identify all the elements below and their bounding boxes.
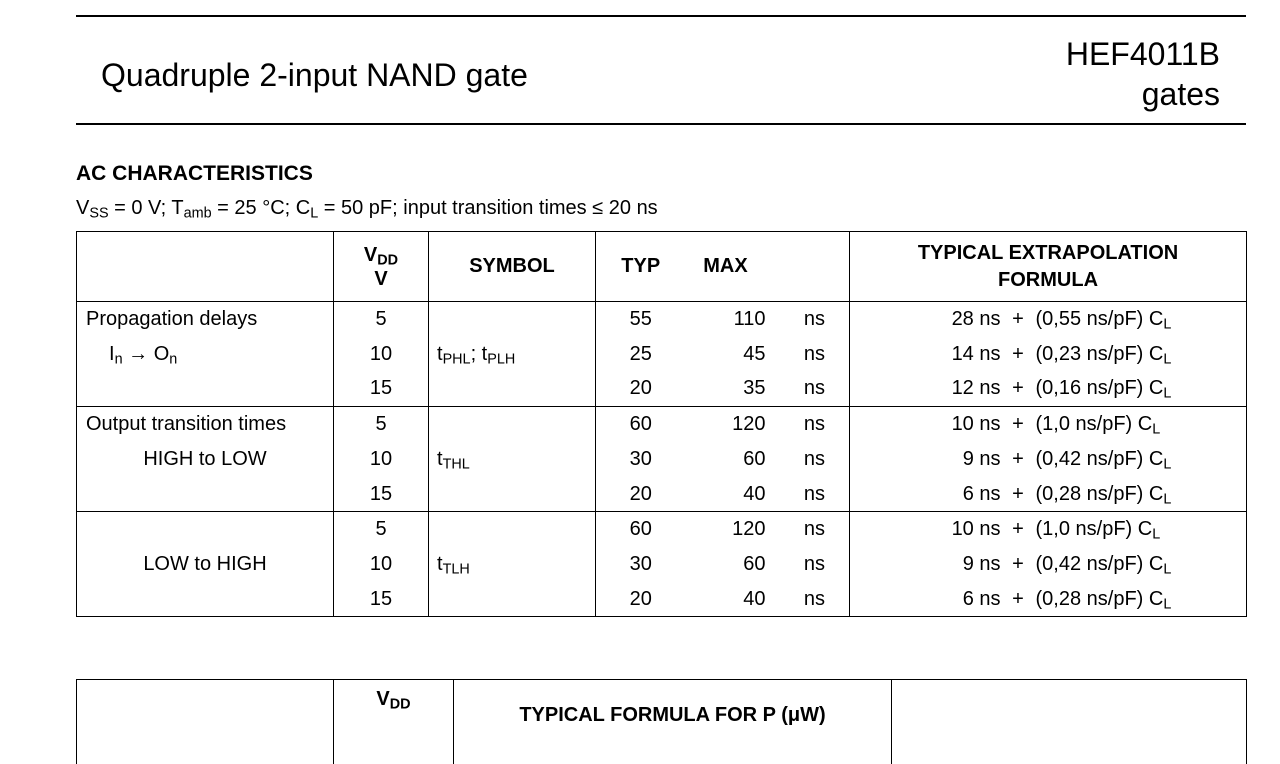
formula-spacer — [850, 442, 886, 477]
ac-characteristics-table — [76, 231, 1247, 617]
page-title: Quadruple 2-input NAND gate — [101, 56, 528, 94]
formula-coefficient: (0,42 ns/pF) $C_L$ — [1036, 442, 1247, 477]
typ-cell: 20 — [596, 582, 686, 617]
symbol-header: SYMBOL — [429, 232, 596, 302]
unit-cell: ns — [766, 477, 850, 512]
vdd-cell: 10 — [334, 442, 429, 477]
power-dissipation-table — [76, 679, 1247, 764]
max-cell: 45 — [686, 337, 766, 372]
table-row — [77, 337, 1247, 372]
typ-cell: 20 — [596, 477, 686, 512]
typ-cell: 30 — [596, 547, 686, 582]
formula-coefficient: (0,42 ns/pF) $C_L$ — [1036, 547, 1247, 582]
formula-spacer — [850, 582, 886, 617]
formula-plus: + — [1001, 407, 1036, 442]
max-cell: 120 — [686, 407, 766, 442]
unit-cell: ns — [766, 337, 850, 372]
formula-constant: 14 ns — [886, 337, 1001, 372]
formula-constant: 9 ns — [886, 547, 1001, 582]
symbol-cell: $t_{THL}$ — [429, 442, 596, 477]
formula-coefficient: (1,0 ns/pF) $C_L$ — [1036, 512, 1247, 547]
vdd-cell: 5 — [334, 302, 429, 337]
formula-plus: + — [1001, 582, 1036, 617]
vdd-cell: 10 — [334, 337, 429, 372]
power-notes-header — [892, 680, 1247, 764]
formula-constant: 10 ns — [886, 407, 1001, 442]
max-cell: 120 — [686, 512, 766, 547]
formula-plus: + — [1001, 337, 1036, 372]
symbol-cell — [429, 371, 596, 406]
symbol-cell — [429, 302, 596, 337]
formula-plus: + — [1001, 477, 1036, 512]
param-empty — [77, 477, 334, 512]
vdd-cell: 15 — [334, 582, 429, 617]
symbol-cell: $t_{PHL}$; $t_{PLH}$ — [429, 337, 596, 372]
part-header — [1066, 34, 1220, 114]
symbol-cell — [429, 407, 596, 442]
formula-constant: 6 ns — [886, 582, 1001, 617]
param-empty — [77, 582, 334, 617]
typ-header: TYP — [596, 232, 686, 302]
section-title: AC CHARACTERISTICS — [76, 162, 313, 186]
max-cell: 40 — [686, 477, 766, 512]
typ-cell: 30 — [596, 442, 686, 477]
formula-coefficient: (1,0 ns/pF) $C_L$ — [1036, 407, 1247, 442]
formula-spacer — [850, 302, 886, 337]
vdd-header: $V_{DD}$ V — [334, 232, 429, 302]
unit-header — [766, 232, 850, 302]
typ-cell: 60 — [596, 512, 686, 547]
formula-constant: 6 ns — [886, 477, 1001, 512]
unit-cell: ns — [766, 371, 850, 406]
table-row — [77, 371, 1247, 406]
formula-plus: + — [1001, 302, 1036, 337]
unit-cell: ns — [766, 547, 850, 582]
typ-cell: 25 — [596, 337, 686, 372]
formula-plus: + — [1001, 371, 1036, 406]
param-label: Propagation delays — [77, 302, 334, 337]
vdd-cell: 5 — [334, 512, 429, 547]
vdd-cell: 15 — [334, 477, 429, 512]
formula-coefficient: (0,28 ns/pF) $C_L$ — [1036, 582, 1247, 617]
formula-coefficient: (0,23 ns/pF) $C_L$ — [1036, 337, 1247, 372]
table-row — [77, 582, 1247, 617]
max-cell: 40 — [686, 582, 766, 617]
param-sublabel: LOW to HIGH — [77, 547, 334, 582]
param-header — [77, 232, 334, 302]
vdd-cell: 5 — [334, 407, 429, 442]
param-empty — [77, 512, 334, 547]
symbol-cell: $t_{TLH}$ — [429, 547, 596, 582]
typ-cell: 55 — [596, 302, 686, 337]
formula-spacer — [850, 477, 886, 512]
formula-spacer — [850, 407, 886, 442]
table-row — [77, 407, 1247, 442]
header-rule — [76, 123, 1246, 125]
param-header — [77, 680, 334, 764]
typ-cell: 20 — [596, 371, 686, 406]
formula-header: TYPICAL EXTRAPOLATION FORMULA — [850, 232, 1247, 302]
param-sublabel: HIGH to LOW — [77, 442, 334, 477]
max-header: MAX — [686, 232, 766, 302]
vdd-header: $V_{DD}$ — [334, 680, 454, 764]
symbol-cell — [429, 477, 596, 512]
formula-constant: 9 ns — [886, 442, 1001, 477]
part-number: HEF4011B — [1066, 34, 1220, 74]
test-conditions: $V_{SS} = 0$ V; $T_{amb} = 25$ °C; $C_L = 50$ pF; input transition times ≤ 20 ns — [76, 196, 658, 220]
formula-constant: 10 ns — [886, 512, 1001, 547]
max-cell: 110 — [686, 302, 766, 337]
typ-cell: 60 — [596, 407, 686, 442]
unit-cell: ns — [766, 407, 850, 442]
formula-plus: + — [1001, 442, 1036, 477]
top-rule — [76, 15, 1246, 17]
unit-cell: ns — [766, 302, 850, 337]
max-cell: 35 — [686, 371, 766, 406]
formula-spacer — [850, 337, 886, 372]
vdd-cell: 15 — [334, 371, 429, 406]
formula-constant: 28 ns — [886, 302, 1001, 337]
formula-spacer — [850, 371, 886, 406]
param-empty — [77, 371, 334, 406]
table-row — [77, 547, 1247, 582]
unit-cell: ns — [766, 512, 850, 547]
formula-coefficient: (0,55 ns/pF) $C_L$ — [1036, 302, 1247, 337]
table-row — [77, 302, 1247, 337]
formula-plus: + — [1001, 512, 1036, 547]
part-family: gates — [1066, 74, 1220, 114]
table-row — [77, 442, 1247, 477]
max-cell: 60 — [686, 547, 766, 582]
param-sublabel: $I_n \to O_n$ — [77, 337, 334, 372]
unit-cell: ns — [766, 442, 850, 477]
symbol-cell — [429, 512, 596, 547]
table-header-row — [77, 680, 1247, 764]
symbol-cell — [429, 582, 596, 617]
param-label: Output transition times — [77, 407, 334, 442]
formula-spacer — [850, 512, 886, 547]
formula-coefficient: (0,28 ns/pF) $C_L$ — [1036, 477, 1247, 512]
power-formula-header: TYPICAL FORMULA FOR P (μW) — [454, 680, 892, 764]
table-header-row — [77, 232, 1247, 302]
formula-spacer — [850, 547, 886, 582]
formula-coefficient: (0,16 ns/pF) $C_L$ — [1036, 371, 1247, 406]
table-row — [77, 477, 1247, 512]
vdd-cell: 10 — [334, 547, 429, 582]
table-row — [77, 512, 1247, 547]
unit-cell: ns — [766, 582, 850, 617]
formula-constant: 12 ns — [886, 371, 1001, 406]
max-cell: 60 — [686, 442, 766, 477]
formula-plus: + — [1001, 547, 1036, 582]
